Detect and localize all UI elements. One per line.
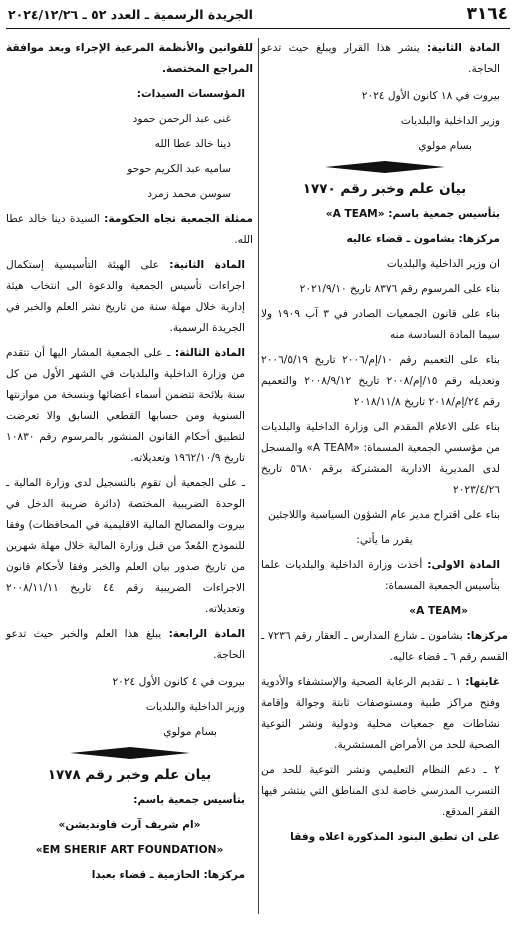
goals-label: غايتها: — [465, 676, 500, 688]
article-4-paragraph — [6, 624, 253, 666]
founding-label: بتأسيس جمعية باسم: «A TEAM» — [325, 208, 500, 220]
article-3-paragraph — [6, 343, 253, 469]
association-name-ar: «ام شريف آرت فاونديشن» — [58, 819, 201, 831]
goal-1-text: ١ ـ تقديم الرعاية الصحية والإستشفاء والأدوية وفتح مراكز طبية ومستوصفات ثابتة وجوالة وإقامة نشاطات مع جمعيات محلية ودولية ونشر التوعية الصحية للحد من الأمراض المستشرية. — [261, 676, 500, 751]
article-4-text: يبلغ هذا العلم والخبر حيث تدعو الحاجة. — [6, 628, 245, 661]
association-name-en: «EM SHERIF ART FOUNDATION» — [35, 844, 224, 856]
association-name: «A TEAM» — [409, 605, 468, 617]
minister-name: بسام مولوي — [163, 726, 217, 738]
basis-2: بناء على قانون الجمعيات الصادر في ٣ آب ١٩٠٩ ولا سيما المادة السادسة منه — [261, 308, 501, 341]
hq-label: مركزها: — [466, 630, 508, 642]
article-3-text: ـ على الجمعية المشار اليها أن تتقدم من وزارة الداخلية والبلديات في الشهر الأول من كل سنة بلائحة تتضمن أسماء أعضائها وبنسخة من موازنتها السنوية ومن حسابها القطعي السابق والا تعرضت لتطبيق أحكام القانون المنشور بالمرسوم رقم ١٠٨٣٠ تاريخ ١٩٦٢/١٠/٩ وتعديلاته. — [6, 347, 245, 464]
left-column — [6, 38, 253, 890]
basis-4: بناء على الاعلام المقدم الى وزارة الداخلية والبلديات من مؤسسي الجمعية المسماة: «A TEAM» والمسجل لدى المديرية الادارية المشتركة برقم ٥٦٨٠ تاريخ ٢٠٢٣/٤/٢٦ — [261, 421, 500, 496]
article-2-label: المادة الثانية: — [427, 42, 500, 54]
column-divider — [258, 38, 259, 914]
hq-text: بشامون ـ شارع المدارس ـ العقار رقم ٧٢٣٦ ـ القسم رقم ٦ ـ قضاء عاليه. — [261, 630, 508, 663]
basis-1: بناء على المرسوم رقم ٨٣٧٦ تاريخ ٢٠٢١/٩/١٠ — [299, 283, 500, 295]
founder-3: ساميه عبد الكريم حوحو — [127, 163, 231, 175]
intro-text: للقوانين والأنظمة المرعية الإجراء وبعد موافقة المراجع المختصة. — [6, 42, 253, 75]
article-1-label: المادة الاولى: — [427, 559, 501, 571]
page-number: ٣١٦٤ — [466, 4, 508, 24]
representative-label: ممثلة الجمعية تجاه الحكومة: — [104, 213, 253, 225]
page-header — [6, 0, 510, 26]
separator-ornament — [261, 161, 508, 173]
article-3-text-2: ـ على الجمعية أن تقوم بالتسجيل لدى وزارة المالية ـ الوحدة الضريبية المختصة (دائرة ضريبة الدخل في بيروت والمصالح المالية الاقليمية في المحافظات) وفقا للنموذج المُعدّ من قبل وزارة المالية خلال مهلة شهرين من تاريخ صدور بيان العلم والخبر وفقا لأحكام قانون الاجراءات الضريبية رقم ٤٤ تاريخ ٢٠٠٨/١١/١١ وتعديلاته. — [6, 477, 245, 615]
hq-line: مركزها: الحازمية ـ قضاء بعبدا — [91, 869, 245, 881]
minister-title: وزير الداخلية والبلديات — [400, 115, 500, 127]
from-minister: ان وزير الداخلية والبلديات — [386, 258, 500, 270]
hq-paragraph — [261, 626, 508, 668]
goal-1-paragraph — [261, 672, 508, 756]
gazette-title: الجريدة الرسمية ـ العدد ٥٢ ـ ٢٠٢٤/١٢/٢٦ — [8, 7, 253, 22]
representative-text: السيدة دينا خالد عطا الله. — [6, 213, 253, 246]
date-line: بيروت في ١٨ كانون الأول ٢٠٢٤ — [361, 90, 500, 102]
article-2-paragraph — [261, 38, 508, 80]
header-rule — [6, 28, 510, 29]
right-column — [261, 38, 508, 852]
minister-name: بسام مولوي — [418, 140, 472, 152]
closing-line: على ان تطبق البنود المذكورة اعلاه وفقا — [290, 831, 500, 843]
founder-2: دينا خالد عطا الله — [154, 138, 231, 150]
founding-label: بتأسيس جمعية باسم: — [133, 794, 245, 806]
founder-4: سوسن محمد زمرد — [147, 188, 231, 200]
representative-paragraph — [6, 209, 253, 251]
notice-title: بيان علم وخبر رقم ١٧٧٠ — [302, 181, 467, 197]
article-1-paragraph — [261, 555, 508, 597]
founders-label: المؤسسات السيدات: — [136, 88, 245, 100]
founder-1: غنى عبد الرحمن حمود — [132, 113, 231, 125]
article-2-text: ينشر هذا القرار ويبلغ حيث تدعو الحاجة. — [261, 42, 500, 75]
article-3-label: المادة الثالثة: — [174, 347, 245, 359]
separator-ornament — [6, 747, 253, 759]
goal-2-text: ٢ ـ دعم النظام التعليمي ونشر التوعية للحد من التسرب المدرسي خاصة لدى المناطق التي ينتشر فيها الفقر المدقع. — [261, 764, 500, 818]
article-1-text: أخذت وزارة الداخلية والبلديات علما بتأسيس الجمعية المسماة: — [261, 559, 500, 592]
basis-3: بناء على التعميم رقم ١٠/إم/٢٠٠٦ تاريخ ٢٠٠٦/٥/١٩ وتعديله رقم ١٥/إم/٢٠٠٨ تاريخ ٢٠٠٨/٩/١٢ والتعميم رقم ٢٤/إم/٢٠١٨ تاريخ ٢٠١٨/١١/٨ — [261, 354, 500, 408]
article-2-paragraph — [6, 255, 253, 339]
date-line: بيروت في ٤ كانون الأول ٢٠٢٤ — [112, 676, 245, 688]
article-2-label: المادة الثانية: — [169, 259, 245, 271]
minister-title: وزير الداخلية والبلديات — [145, 701, 245, 713]
article-2-text: على الهيئة التأسيسية إستكمال اجراءات تأسيس الجمعية والدعوة الى انتخاب هيئة إدارية خلال مهلة سنة من تاريخ نشر العلم والخبر في الجريدة الرسمية. — [6, 259, 245, 334]
hq-line: مركزها: بشامون ـ قضاء عاليه — [346, 233, 500, 245]
notice-title: بيان علم وخبر رقم ١٧٧٨ — [47, 767, 212, 783]
basis-5: بناء على اقتراح مدير عام الشؤون السياسية واللاجئين — [268, 509, 500, 521]
decides-line: يقرر ما يأتي: — [356, 534, 413, 546]
article-4-label: المادة الرابعة: — [168, 628, 245, 640]
